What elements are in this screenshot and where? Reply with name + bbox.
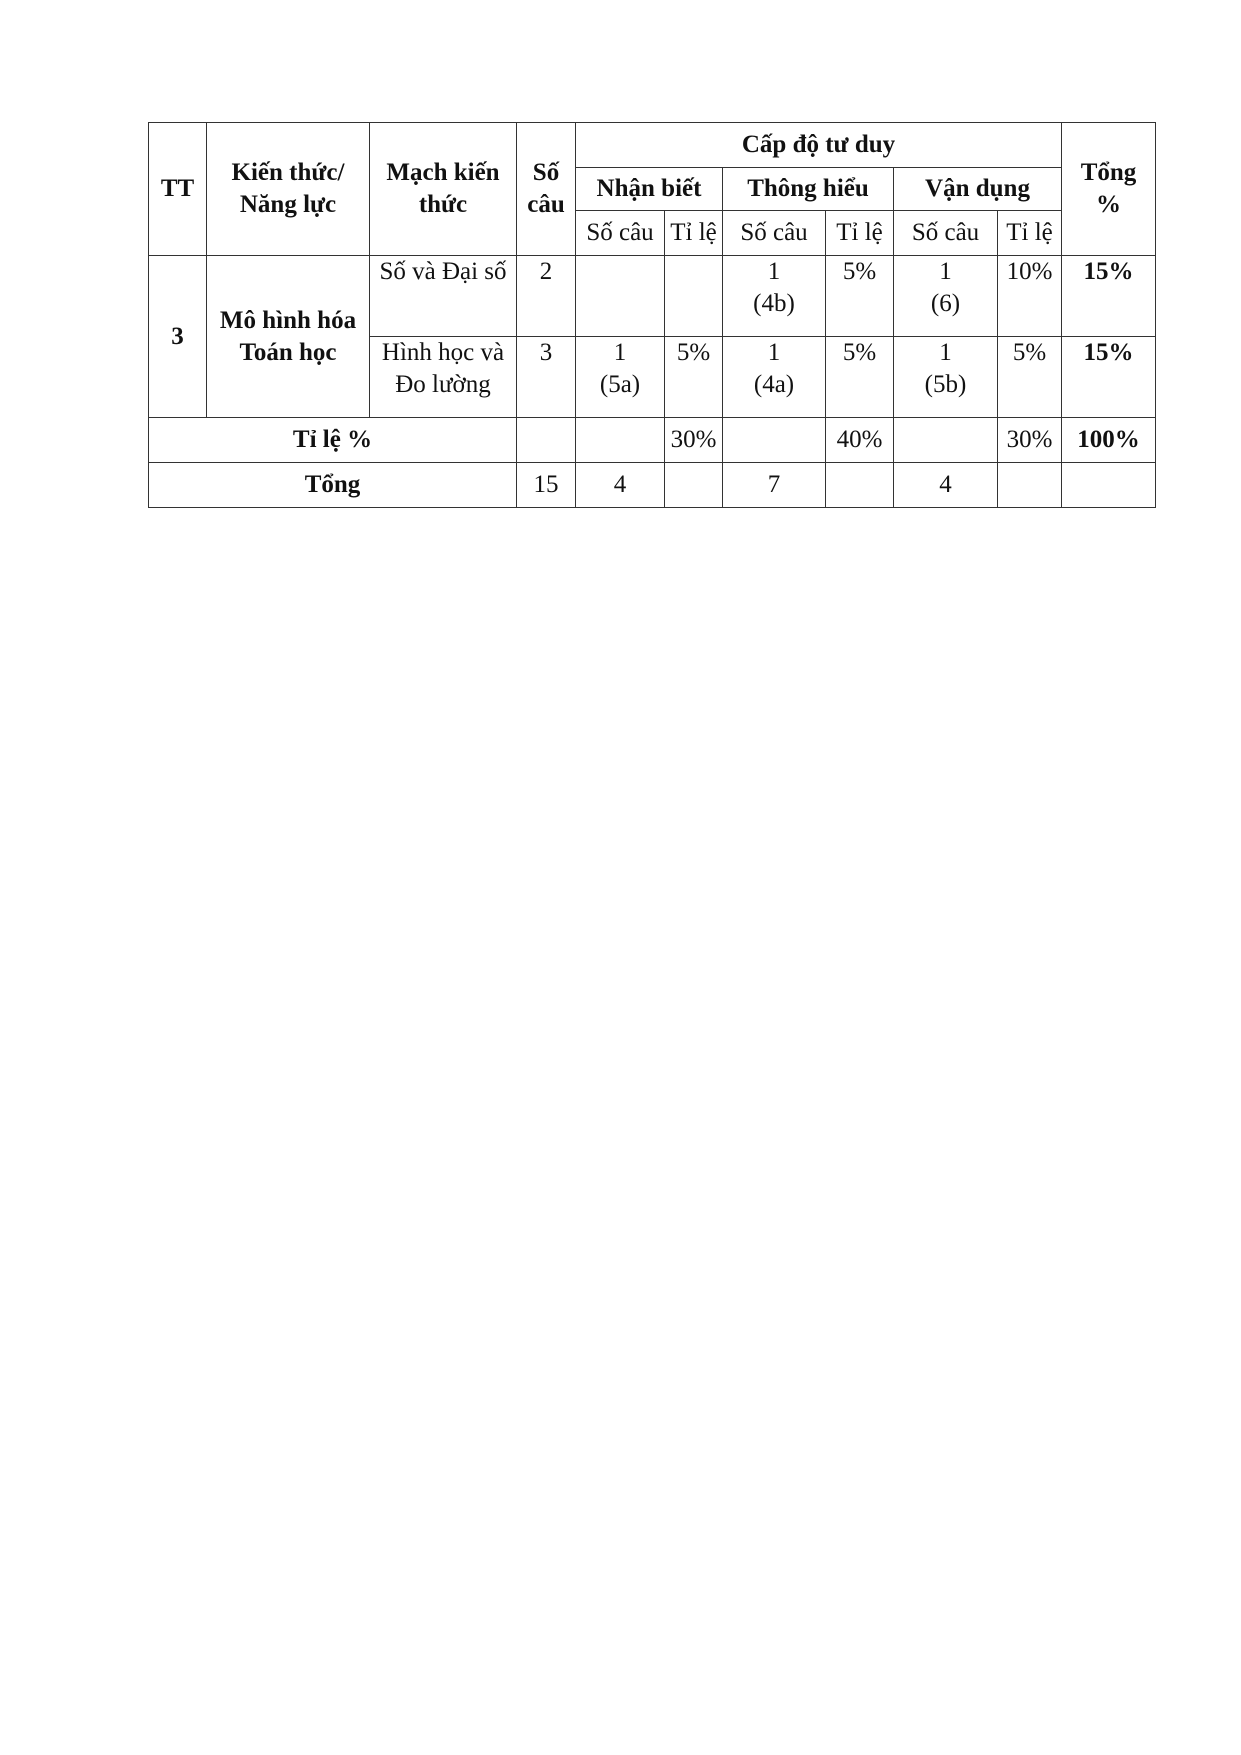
row-th-so-cau: 1 (4a) bbox=[723, 337, 826, 418]
ti-le-th-so-cau bbox=[723, 418, 826, 463]
row-nb-ti-le bbox=[665, 256, 723, 337]
sub-th-ti-le: Tỉ lệ bbox=[826, 211, 894, 256]
ti-le-so-cau bbox=[517, 418, 576, 463]
tong-tong bbox=[1062, 463, 1156, 508]
ti-le-nb-so-cau bbox=[576, 418, 665, 463]
row-nb-so-cau: 1 (5a) bbox=[576, 337, 665, 418]
row-tt: 3 bbox=[149, 256, 207, 418]
row-nb-ti-le: 5% bbox=[665, 337, 723, 418]
tong-label: Tổng bbox=[149, 463, 517, 508]
header-van-dung: Vận dụng bbox=[894, 168, 1062, 211]
header-nhan-biet: Nhận biết bbox=[576, 168, 723, 211]
ti-le-label: Tỉ lệ % bbox=[149, 418, 517, 463]
tong-vd-so-cau: 4 bbox=[894, 463, 998, 508]
row-tong: 15% bbox=[1062, 256, 1156, 337]
header-tong-percent: Tổng % bbox=[1062, 123, 1156, 256]
row-th-so-cau: 1 (4b) bbox=[723, 256, 826, 337]
tong-row bbox=[149, 463, 1156, 508]
ti-le-tong: 100% bbox=[1062, 418, 1156, 463]
table-row bbox=[149, 256, 1156, 337]
tong-vd-ti-le bbox=[998, 463, 1062, 508]
sub-nb-ti-le: Tỉ lệ bbox=[665, 211, 723, 256]
row-mach-kien-thuc: Hình học và Đo lường bbox=[370, 337, 517, 418]
tong-th-so-cau: 7 bbox=[723, 463, 826, 508]
ti-le-vd-so-cau bbox=[894, 418, 998, 463]
header-tt: TT bbox=[149, 123, 207, 256]
sub-vd-ti-le: Tỉ lệ bbox=[998, 211, 1062, 256]
row-th-ti-le: 5% bbox=[826, 256, 894, 337]
row-so-cau: 3 bbox=[517, 337, 576, 418]
row-vd-so-cau: 1 (5b) bbox=[894, 337, 998, 418]
header-so-cau: Số câu bbox=[517, 123, 576, 256]
row-vd-ti-le: 5% bbox=[998, 337, 1062, 418]
row-nb-so-cau bbox=[576, 256, 665, 337]
header-mach-kien-thuc: Mạch kiến thức bbox=[370, 123, 517, 256]
row-vd-so-cau: 1 (6) bbox=[894, 256, 998, 337]
header-kien-thuc: Kiến thức/ Năng lực bbox=[207, 123, 370, 256]
row-mach-kien-thuc: Số và Đại số bbox=[370, 256, 517, 337]
sub-vd-so-cau: Số câu bbox=[894, 211, 998, 256]
row-kien-thuc: Mô hình hóa Toán học bbox=[207, 256, 370, 418]
header-thong-hieu: Thông hiểu bbox=[723, 168, 894, 211]
ti-le-th-ti-le: 40% bbox=[826, 418, 894, 463]
ti-le-row bbox=[149, 418, 1156, 463]
tong-th-ti-le bbox=[826, 463, 894, 508]
row-th-ti-le: 5% bbox=[826, 337, 894, 418]
sub-th-so-cau: Số câu bbox=[723, 211, 826, 256]
header-row-1 bbox=[149, 123, 1156, 168]
header-cap-do-tu-duy: Cấp độ tư duy bbox=[576, 123, 1062, 168]
row-vd-ti-le: 10% bbox=[998, 256, 1062, 337]
ti-le-vd-ti-le: 30% bbox=[998, 418, 1062, 463]
assessment-matrix-table bbox=[148, 122, 1156, 508]
tong-nb-ti-le bbox=[665, 463, 723, 508]
tong-nb-so-cau: 4 bbox=[576, 463, 665, 508]
sub-nb-so-cau: Số câu bbox=[576, 211, 665, 256]
row-so-cau: 2 bbox=[517, 256, 576, 337]
ti-le-nb-ti-le: 30% bbox=[665, 418, 723, 463]
row-tong: 15% bbox=[1062, 337, 1156, 418]
tong-so-cau: 15 bbox=[517, 463, 576, 508]
